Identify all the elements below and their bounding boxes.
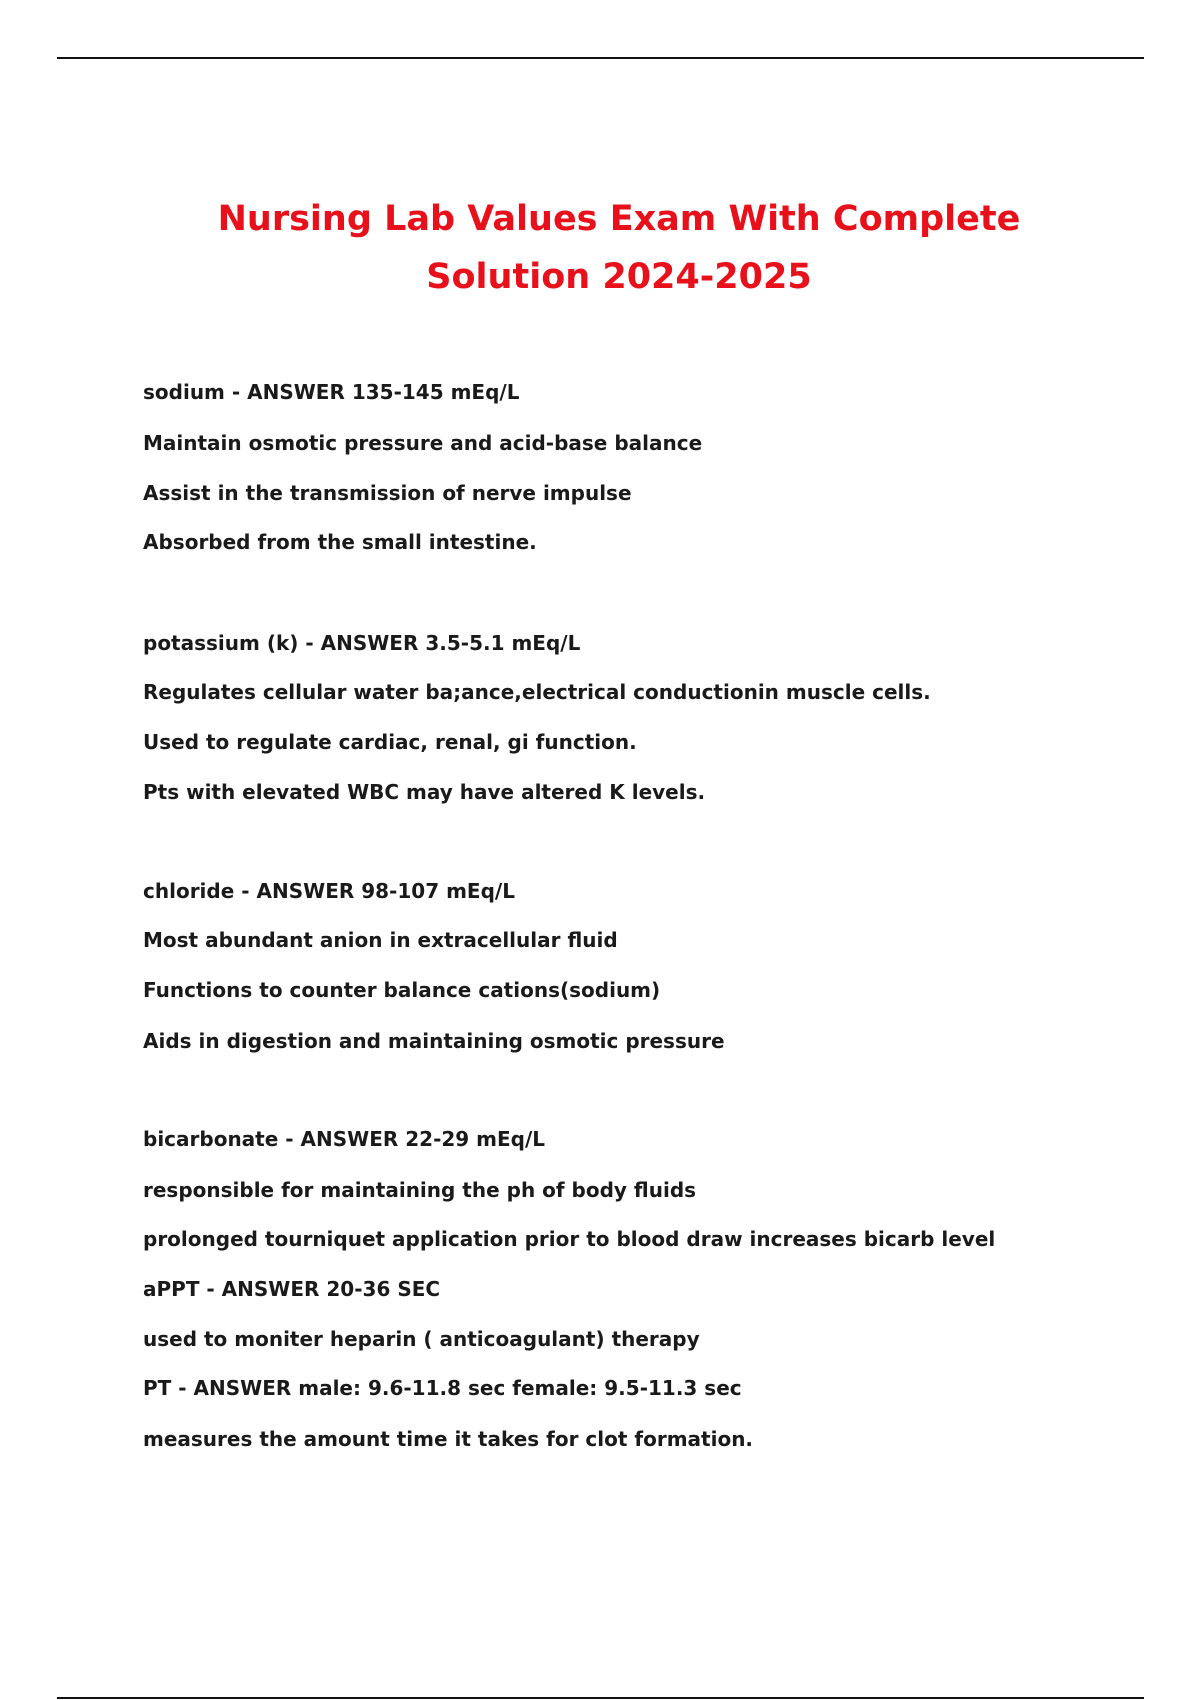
title-line-1: Nursing Lab Values Exam With Complete bbox=[217, 199, 1021, 239]
potassium-note: Regulates cellular water ba;ance,electrical conductionin muscle cells. bbox=[143, 680, 931, 704]
potassium-note: Used to regulate cardiac, renal, gi function. bbox=[143, 730, 637, 754]
sodium-note: Maintain osmotic pressure and acid-base balance bbox=[143, 431, 703, 455]
potassium-heading: potassium (k) - ANSWER 3.5-5.1 mEq/L bbox=[143, 631, 581, 655]
chloride-heading: chloride - ANSWER 98-107 mEq/L bbox=[143, 879, 515, 903]
bicarbonate-note: responsible for maintaining the ph of body fluids bbox=[143, 1178, 697, 1202]
sodium-note: Absorbed from the small intestine. bbox=[143, 530, 537, 554]
bicarbonate-heading: bicarbonate - ANSWER 22-29 mEq/L bbox=[143, 1127, 546, 1151]
pt-note: measures the amount time it takes for clot formation. bbox=[143, 1427, 754, 1451]
chloride-note: Aids in digestion and maintaining osmotic pressure bbox=[143, 1029, 725, 1053]
document-title bbox=[0, 190, 1200, 306]
appt-heading: aPPT - ANSWER 20-36 SEC bbox=[143, 1277, 441, 1301]
potassium-note: Pts with elevated WBC may have altered K levels. bbox=[143, 780, 706, 804]
sodium-heading: sodium - ANSWER 135-145 mEq/L bbox=[143, 380, 520, 404]
bottom-rule bbox=[57, 1697, 1144, 1699]
chloride-note: Most abundant anion in extracellular fluid bbox=[143, 928, 618, 952]
appt-note: used to moniter heparin ( anticoagulant) therapy bbox=[143, 1327, 700, 1351]
title-line-2: Solution 2024-2025 bbox=[426, 257, 812, 297]
pt-heading: PT - ANSWER male: 9.6-11.8 sec female: 9.5-11.3 sec bbox=[143, 1376, 742, 1400]
bicarbonate-note: prolonged tourniquet application prior to blood draw increases bicarb level bbox=[143, 1227, 996, 1251]
top-rule bbox=[57, 57, 1144, 59]
chloride-note: Functions to counter balance cations(sodium) bbox=[143, 978, 661, 1002]
sodium-note: Assist in the transmission of nerve impulse bbox=[143, 481, 632, 505]
